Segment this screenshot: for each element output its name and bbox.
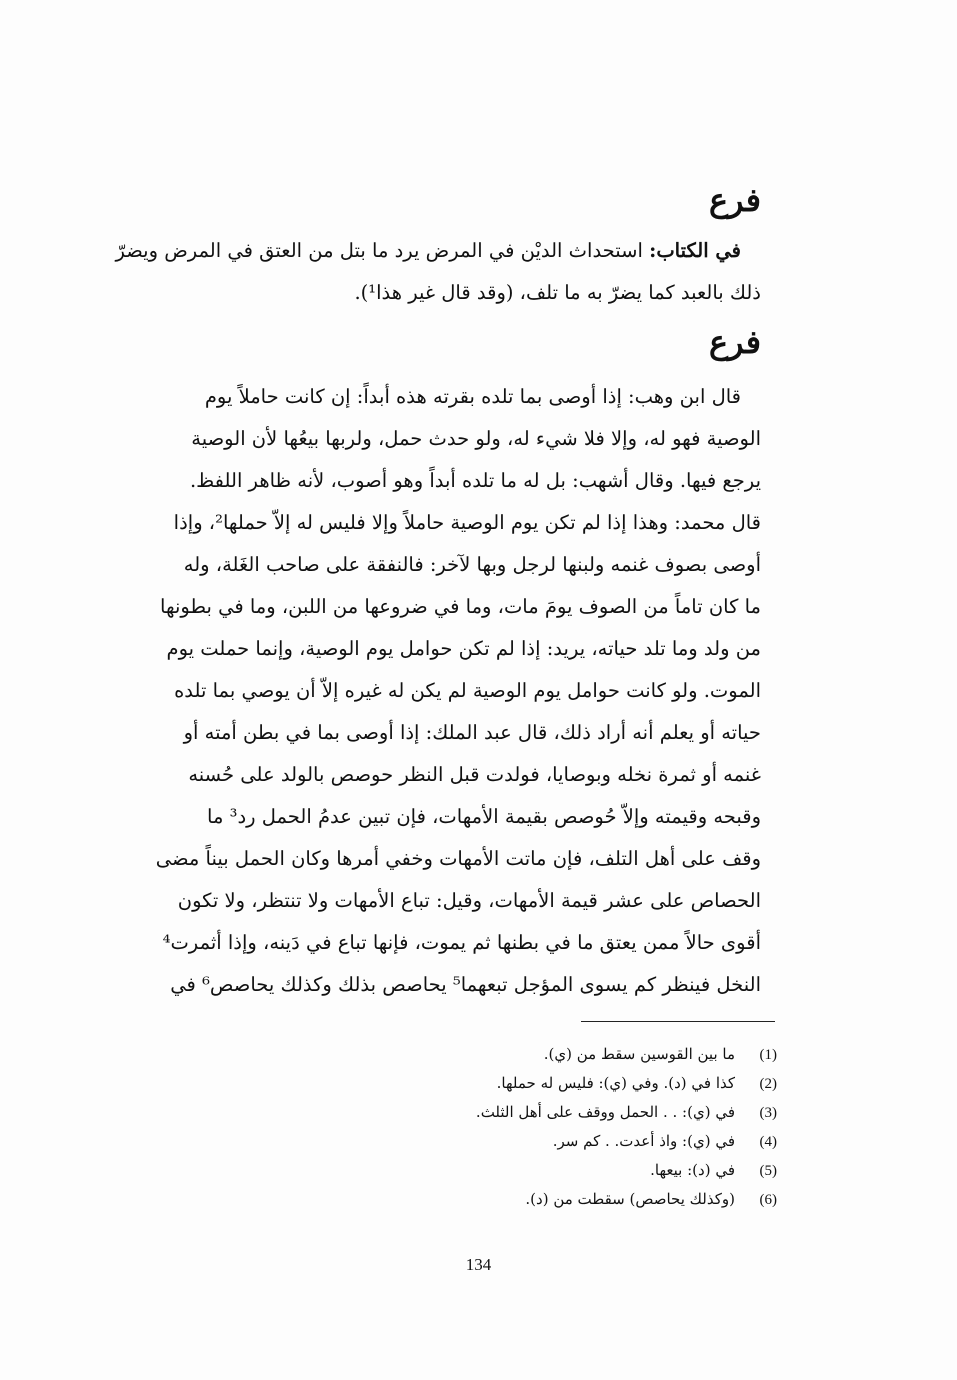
footnote-text: (وكذلك يحاصص) سقطت من (د). — [525, 1190, 735, 1208]
footnote-item — [357, 1069, 777, 1098]
paragraph-line: وقبحه وقيمته وإلاّ حُوصص بقيمة الأمهات، فإن تبين عدمُ الحمل رد³ ما — [207, 805, 761, 828]
paragraph-line — [109, 230, 761, 272]
paragraph-line: الوصية فهو له، وإلا فلا شيء له، ولو حدث حمل، ولربها بيعُها لأن الوصية — [191, 427, 761, 450]
paragraph-lead: في الكتاب: — [649, 239, 741, 262]
footnote-number: (1) — [759, 1047, 777, 1063]
footnote-item — [357, 1185, 777, 1214]
footnote-divider — [581, 1021, 775, 1022]
paragraph-line: أوصى بصوف غنمه ولبنها لرجل وبها لآخر: فالنفقة على صاحب الغَلة، وله — [183, 553, 761, 576]
page-number: 134 — [465, 1255, 492, 1274]
footnote-number: (3) — [759, 1105, 777, 1121]
paragraph-line: من ولد وما تلد حياته، يريد: إذا لم تكن حوامل يوم الوصية، وإنما حملت يوم — [166, 637, 761, 660]
paragraph-line: وقف على أهل التلف، فإن ماتت الأمهات وخفي أمرها وكان الحمل بيناً مضى — [155, 847, 761, 870]
section-paragraph — [109, 376, 761, 1006]
paragraph-line: حياته أو يعلم أنه أراد ذلك، قال عبد الملك: إذا أوصى بما في بطن أمته أو — [183, 721, 761, 744]
line-text: استحداث الديْن في المرض يرد ما بتل من العتق في المرض ويضرّ — [115, 239, 643, 262]
section-heading: فرع — [708, 323, 761, 361]
paragraph-line: قال محمد: وهذا إذا لم تكن يوم الوصية حاملاً وإلا فليس له إلاّ حملها²، وإذا — [173, 511, 761, 534]
paragraph-line: الحصاص على عشر قيمة الأمهات، وقيل: تباع الأمهات ولا تنتظر، ولا تكون — [177, 889, 761, 912]
paragraph-line: الموت. ولو كانت حوامل يوم الوصية لم يكن له غيره إلاّ أن يوصي بما تلده — [174, 679, 761, 702]
section-paragraph — [109, 230, 761, 314]
footnote-number: (4) — [759, 1134, 777, 1150]
footnote-number: (2) — [759, 1076, 777, 1092]
footnote-item — [357, 1156, 777, 1185]
footnote-item — [357, 1127, 777, 1156]
footnote-text: في (د): بيعها. — [650, 1161, 735, 1179]
paragraph-line: قال ابن وهب: إذا أوصى بما تلده بقرته هذه أبداً: إن كانت حاملاً يوم — [204, 385, 741, 408]
section-heading: فرع — [708, 181, 761, 219]
paragraph-line: النخل فينظر كم يسوى المؤجل تبعهما⁵ يحاصص بذلك وكذلك يحاصص⁶ في — [170, 973, 761, 996]
footnote-number: (5) — [759, 1163, 777, 1179]
paragraph-line: يرجع فيها. وقال أشهب: بل له ما تلده أبداً وهو أصوب، لأنه ظاهر اللفظ. — [189, 469, 761, 492]
footnotes-list — [357, 1040, 777, 1214]
footnote-number: (6) — [759, 1192, 777, 1208]
paragraph-line: غنمه أو ثمرة نخله وبوصايا، فولدت قبل النظر حوصص بالولد على حُسنه — [188, 763, 761, 786]
footnote-text: كذا في (د). وفي (ي): فليس له حملها. — [496, 1074, 735, 1092]
footnote-text: في (ي): واذ أعدت. . كم سر. — [552, 1132, 735, 1150]
footnote-item — [357, 1040, 777, 1069]
footnote-item — [357, 1098, 777, 1127]
footnote-text: ما بين القوسين سقط من (ي). — [543, 1045, 735, 1063]
paragraph-line: ذلك بالعبد كما يضرّ به ما تلف، (وقد قال غير هذا¹). — [354, 281, 761, 304]
paragraph-line: ما كان تاماً من الصوف يومَ مات، وما في ضروعها من اللبن، وما في بطونها — [160, 595, 761, 618]
footnote-text: في (ي): . . الحمل ووقف على أهل الثلث. — [475, 1103, 735, 1121]
paragraph-line: أقوى حالاً ممن يعتق ما في بطنها ثم يموت، فإنها تباع في دَينه، وإذا أثمرت⁴ — [162, 931, 761, 954]
